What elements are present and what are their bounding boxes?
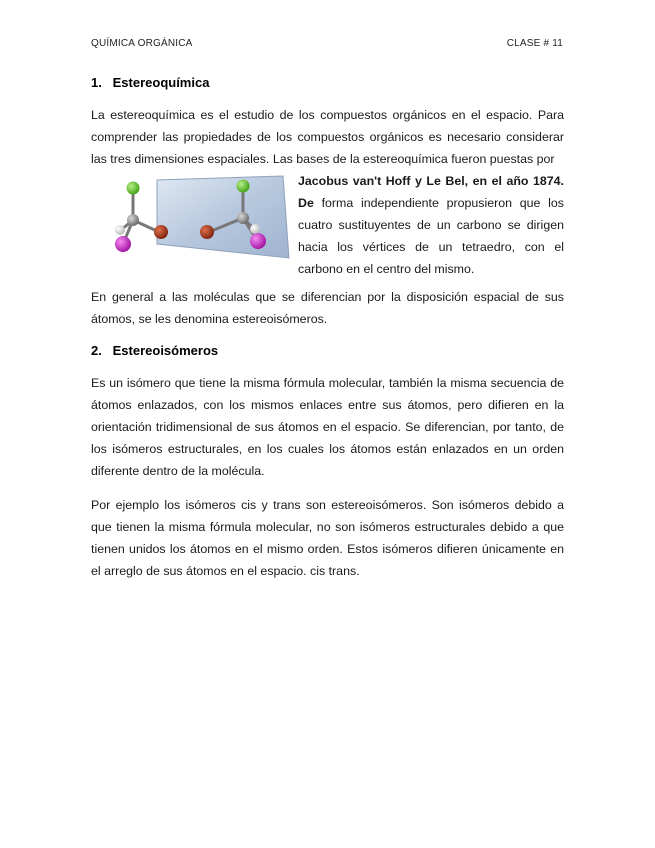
left-red-atom [154,225,168,239]
right-magenta-atom [250,233,266,249]
section-2-heading [91,342,564,360]
section-2-paragraph-2: Por ejemplo los isómeros cis y trans son estereoisómeros. Son isómeros debido a que tienen la misma fórmula molecular, no son isómeros estructurales debido a que tienen unidos los átomos en el mismo orden. Estos isómeros difieren únicamente en el arreglo de sus átomos en el espacio. cis trans. [91,498,564,578]
mirror-plane [157,176,289,258]
right-white-atom [250,224,260,234]
section-1-number: 1. [91,75,102,90]
left-green-atom [127,182,140,195]
right-red-atom [200,225,214,239]
right-green-atom [237,180,250,193]
section-1-paragraph-2: En general a las moléculas que se diferencian por la disposición espacial de sus átomos, se les denomina estereoisómeros. [91,290,564,326]
section-2-number: 2. [91,343,102,358]
section-1-paragraph-1: La estereoquímica es el estudio de los compuestos orgánicos en el espacio. Para comprender las propiedades de los compuestos orgánicos es necesario considerar las tres dimensiones espaciales. Las bases de la estereoquímica fueron puestas por [91,108,564,166]
authors-bold-text: Jacobus van't Hoff y Le Bel, en el año 1874. De [298,174,564,210]
header-class-number: CLASE # 11 [506,38,563,49]
section-2-paragraph-1: Es un isómero que tiene la misma fórmula molecular, también la misma secuencia de átomos enlazados, con los mismos enlaces entre sus átomos, pero difieren en la orientación tridimensional de sus átomos en el espacio. Se diferencian, por tanto, de los isómeros estructurales, en los cuales los átomos están enlazados en un orden diferente dentro de la molécula. [91,376,564,478]
right-carbon-atom [237,212,249,224]
section-1-paragraph-1-continued: forma independiente propusieron que los cuatro sustituyentes de un carbono se dirigen hacia los vértices de un tetraedro, con el carbono en el centro del mismo. [298,196,564,276]
section-2-title: Estereoisómeros [112,343,219,358]
header-course-title: QUÍMICA ORGÁNICA [91,38,193,49]
left-magenta-atom [115,236,131,252]
figure-row [91,170,564,274]
left-white-atom [115,225,125,235]
left-carbon-atom [127,214,139,226]
page-content [91,74,564,594]
section-1-title: Estereoquímica [112,75,210,90]
molecule-mirror-image-figure [105,174,295,264]
figure-side-text [298,170,564,280]
section-1-heading [91,74,564,92]
